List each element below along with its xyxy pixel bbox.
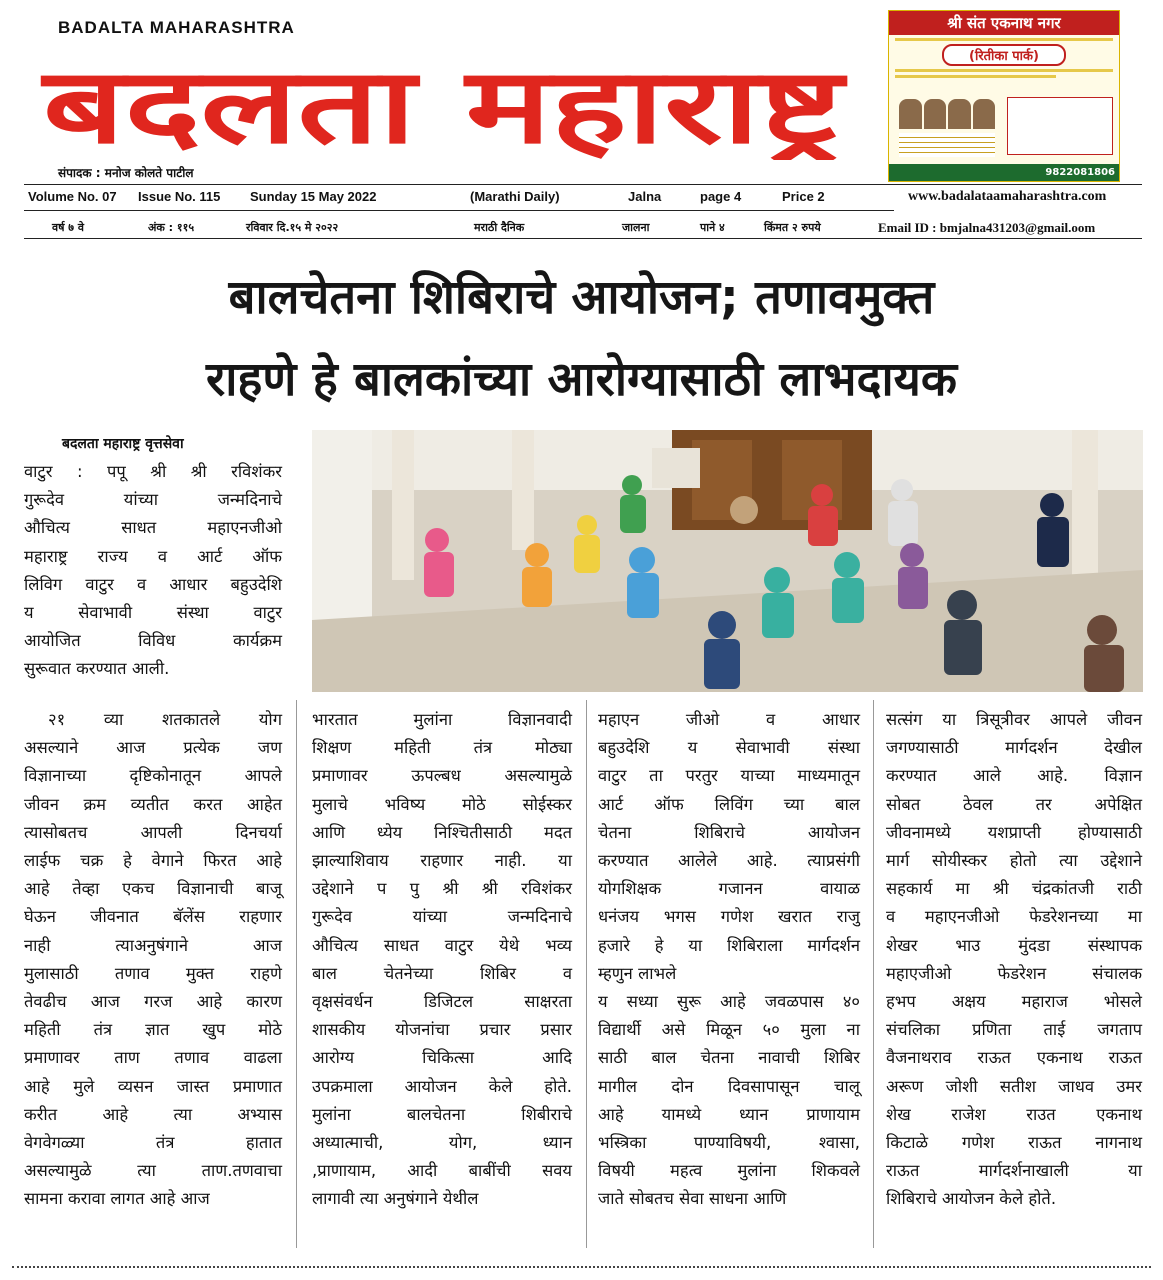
- article-line: बहुउदेशि य सेवाभावी संस्था: [598, 738, 860, 758]
- article-line: सत्संग या त्रिसूत्रीवर आपले जीवन: [886, 710, 1142, 729]
- article-line: जगण्यासाठी मार्गदर्शन देखील: [886, 738, 1142, 758]
- masthead-logo: [38, 42, 848, 160]
- city-mr: जालना: [622, 221, 650, 234]
- article-column-4: [886, 706, 1142, 1214]
- ad-people-image: [899, 99, 995, 129]
- article-line: अध्यात्माची, योग, ध्यान: [312, 1133, 572, 1153]
- article-line: लाईफ चक्र हे वेगाने फिरत आहे: [24, 851, 282, 871]
- article-line: त्यासोबतच आपली दिनचर्या: [24, 822, 282, 842]
- article-photo: [312, 430, 1143, 692]
- article-line: आणि ध्येय निश्चितीसाठी मदत: [312, 822, 572, 842]
- article-line: गुरूदेव यांच्या जन्मदिनाचे: [24, 490, 282, 510]
- article-line: २१ व्या शतकातले योग: [48, 710, 282, 729]
- email: Email ID : bmjalna431203@gmail.oom: [878, 220, 1096, 235]
- article-line: महाएजीओ फेडरेशन संचालक: [886, 963, 1142, 983]
- article-line: ,प्राणायाम, आदी बाबींची सवय: [312, 1161, 572, 1181]
- article-line: करण्यात आले आहे. विज्ञान: [886, 766, 1142, 786]
- article-line: गुरूदेव यांच्या जन्मदिनाचे: [312, 907, 572, 927]
- article-line: बाल चेतनेच्या शिबिर व: [312, 963, 572, 983]
- article-line: वैजनाथराव राऊत एकनाथ राऊत: [886, 1048, 1142, 1068]
- article-line: आहे तेव्हा एकच विज्ञानाची बाजू: [24, 879, 282, 899]
- ad-subtitle: (रितीका पार्क): [942, 44, 1066, 66]
- article-line: विद्यार्थी असे मिळून ५० मुला ना: [598, 1020, 860, 1040]
- article-line: शिबिराचे आयोजन केले होते.: [886, 1189, 1057, 1209]
- website: www.badalataamaharashtra.com: [908, 189, 1107, 204]
- masthead-marathi-name: बदलता महाराष्ट्र: [40, 45, 848, 160]
- ad-phone: 9822081806: [889, 164, 1119, 181]
- article-line: लागावी त्या अनुषंगाने येथील: [312, 1189, 479, 1209]
- article-line: वृक्षसंवर्धन डिजिटल साक्षरता: [312, 992, 572, 1012]
- article-line: वेगवेगळ्या तंत्र हातात: [24, 1133, 282, 1153]
- page-bottom-divider: [12, 1266, 1151, 1268]
- headline-line-2: राहणे हे बालकांच्या आरोग्यासाठी लाभदायक: [206, 352, 957, 407]
- article-line: वाटुर : पपू श्री श्री रविशंकर: [24, 462, 282, 481]
- paper-type-mr: मराठी दैनिक: [474, 221, 525, 234]
- article-line: मुलांना बालचेतना शिबीराचे: [312, 1104, 572, 1124]
- article-line: आहे यामध्ये ध्यान प्राणायाम: [598, 1104, 860, 1124]
- article-line: उपक्रमाला आयोजन केले होते.: [312, 1076, 572, 1096]
- article-line: प्रमाणावर ताण तणाव वाढला: [24, 1048, 282, 1068]
- article-line: व महाएनजीओ फेडरेशनच्या मा: [886, 907, 1142, 927]
- price-mr: किंमत २ रुपये: [764, 221, 821, 234]
- article-line: विषयी महत्व मुलांना शिकवले: [598, 1161, 860, 1181]
- article-line: शेख राजेश राउत एकनाथ: [886, 1104, 1142, 1124]
- article-line: घेऊन जीवनात बॅलेंस राहणार: [24, 907, 282, 927]
- article-line: झाल्याशिवाय राहणार नाही. या: [312, 851, 572, 871]
- article-line: आयोजित विविध कार्यक्रम: [24, 631, 282, 651]
- masthead-english-name: BADALTA MAHARASHTRA: [58, 18, 295, 37]
- real-estate-ad: [888, 10, 1120, 182]
- article-line: वाटुर ता परतुर याच्या माध्यमातून: [598, 766, 860, 786]
- article-line: नाही त्याअनुषंगाने आज: [24, 935, 282, 955]
- article-line: औचित्य साधत महाएनजीओ: [24, 518, 282, 538]
- article-line: उद्देशाने प पु श्री श्री रविशंकर: [312, 879, 572, 899]
- article-line: आरोग्य चिकित्सा आदि: [312, 1048, 572, 1068]
- article-column-2: [312, 706, 572, 1214]
- issue-mr: अंक : ११५: [148, 221, 195, 234]
- page-en: page 4: [700, 189, 742, 204]
- article-line: संचलिका प्रणिता ताई जगताप: [886, 1020, 1142, 1040]
- article-line: महाराष्ट्र राज्य व आर्ट ऑफ: [24, 546, 282, 566]
- article-line: मार्ग सोयीस्कर होतो त्या उद्देशाने: [886, 851, 1142, 871]
- article-line: जीवन क्रम व्यतीत करत आहेत: [24, 794, 282, 814]
- article-line: जाते सोबतच सेवा साधना आणि: [598, 1189, 787, 1209]
- volume-en: Volume No. 07: [28, 189, 117, 204]
- article-column-3: [598, 706, 860, 1214]
- article-line: शासकीय योजनांचा प्रचार प्रसार: [312, 1020, 572, 1040]
- city-en: Jalna: [628, 189, 662, 204]
- article-line: करण्यात आलेले आहे. त्याप्रसंगी: [598, 851, 860, 871]
- article-line: मुलाचे भविष्य मोठे सोईस्कर: [312, 794, 572, 814]
- article-line: सुरूवात करण्यात आली.: [24, 659, 170, 679]
- paper-type-en: (Marathi Daily): [470, 189, 560, 204]
- article-line: भारतात मुलांना विज्ञानवादी: [312, 710, 572, 729]
- article-line: औचित्य साधत वाटुर येथे भव्य: [312, 935, 572, 955]
- article-line: मागील दोन दिवसापासून चालू: [598, 1076, 860, 1096]
- article-line: लिविग वाटुर व आधार बहुउदेशि: [24, 574, 282, 594]
- ad-fine-print: [899, 133, 995, 157]
- article-line: भस्त्रिका पाण्याविषयी, श्वासा,: [598, 1133, 860, 1153]
- issue-en: Issue No. 115: [138, 189, 221, 204]
- ad-offer-box: [1007, 97, 1113, 155]
- article-line: योगशिक्षक गजानन वायाळ: [598, 879, 860, 899]
- article-line: सोबत ठेवल तर अपेक्षित: [886, 794, 1142, 814]
- price-en: Price 2: [782, 189, 825, 204]
- article-line: सामना करावा लागत आहे आज: [24, 1189, 210, 1209]
- article-line: शिक्षण महिती तंत्र मोठ्या: [312, 738, 572, 758]
- article-line: करीत आहे त्या अभ्यास: [24, 1104, 282, 1124]
- article-line: किटाळे गणेश राऊत नागनाथ: [886, 1133, 1142, 1153]
- page-mr: पाने ४: [700, 221, 725, 234]
- editor-credit: संपादक : मनोज कोलते पाटील: [58, 166, 194, 180]
- article-line: आर्ट ऑफ लिविंग च्या बाल: [598, 794, 860, 814]
- article-line: हभप अक्षय महाराज भोसले: [886, 992, 1142, 1012]
- article-line: म्हणुन लाभले: [598, 963, 677, 983]
- article-line: हजारे हे या शिबिराला मार्गदर्शन: [598, 935, 860, 955]
- headline-line-1: बालचेतना शिबिराचे आयोजन; तणावमुक्त: [228, 270, 935, 325]
- article-line: मुलासाठी तणाव मुक्त राहणे: [24, 963, 282, 983]
- article-line: असल्याने आज प्रत्येक जण: [24, 738, 282, 758]
- article-column-1: [24, 706, 282, 1214]
- article-line: अरूण जोशी सतीश जाधव उमर: [886, 1076, 1142, 1096]
- article-line: साठी बाल चेतना नावाची शिबिर: [598, 1048, 860, 1068]
- article-line: सहकार्य मा श्री चंद्रकांतजी राठी: [886, 879, 1142, 899]
- article-line: य सेवाभावी संस्था वाटुर: [24, 603, 282, 623]
- article-line: शेखर भाउ मुंदडा संस्थापक: [886, 935, 1142, 955]
- article-line: महाएन जीओ व आधार: [598, 710, 860, 729]
- article-line: आहे मुले व्यसन जास्त प्रमाणात: [24, 1076, 282, 1096]
- article-line: राऊत मार्गदर्शनाखाली या: [886, 1161, 1142, 1181]
- volume-mr: वर्ष ७ वे: [52, 221, 84, 234]
- article-line: धनंजय भगस गणेश खरात राजु: [598, 907, 860, 927]
- article-line: असल्यामुळे त्या ताण.तणवाचा: [24, 1161, 282, 1181]
- byline: बदलता महाराष्ट्र वृत्तसेवा: [62, 436, 184, 452]
- ad-title: श्री संत एकनाथ नगर: [889, 11, 1119, 35]
- article-line: जीवनामध्ये यशप्राप्ती होण्यासाठी: [886, 822, 1142, 842]
- article-line: विज्ञानाच्या दृष्टिकोनातून आपले: [24, 766, 282, 786]
- article-line: तेवढीच आज गरज आहे कारण: [24, 992, 282, 1012]
- article-line: महिती तंत्र ज्ञात खुप मोठे: [24, 1020, 282, 1040]
- article-line: य सध्या सुरू आहे जवळपास ४०: [598, 992, 860, 1012]
- article-line: चेतना शिबिराचे आयोजन: [598, 822, 860, 842]
- date-en: Sunday 15 May 2022: [250, 189, 377, 204]
- lead-paragraph: [24, 458, 282, 684]
- article-line: प्रमाणावर ऊपल्बध असल्यामुळे: [312, 766, 572, 786]
- date-mr: रविवार दि.१५ मे २०२२: [246, 221, 339, 234]
